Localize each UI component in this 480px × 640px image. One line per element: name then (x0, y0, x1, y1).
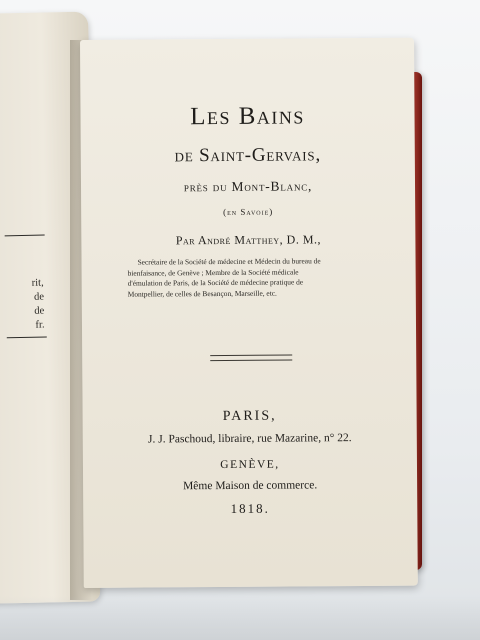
left-page-rule-top (5, 234, 45, 236)
title-line-2: de Saint-Gervais, (174, 144, 322, 167)
publisher-house: Même Maison de commerce. (183, 479, 318, 493)
left-fragment: de (33, 291, 45, 303)
author-line: Par André Matthey, D. M., (175, 232, 322, 248)
region-label: (en Savoie) (223, 206, 274, 218)
title-page (80, 38, 418, 588)
title-line-1: Les Bains (190, 102, 305, 131)
left-fragment: fr. (35, 319, 45, 331)
credential-line: d'émulation de Paris, de la Société de médecine pratique de (127, 277, 304, 288)
left-fragment: rit, (31, 277, 44, 289)
left-page-rule-bottom (7, 336, 47, 338)
ornamental-rule (210, 355, 292, 362)
publisher-line: J. J. Paschoud, libraire, rue Mazarine, n° 22. (147, 432, 352, 446)
left-fragment: de (34, 305, 45, 317)
credential-line: Montpellier, de celles de Besançon, Marseille, etc. (127, 288, 277, 299)
left-page-text (6, 277, 45, 334)
imprint-city: PARIS, (222, 408, 277, 425)
imprint-city-2: GENÈVE, (220, 458, 280, 472)
credential-line: Secrétaire de la Société de médecine et Médecin du bureau de (137, 256, 321, 267)
publication-year: 1818. (230, 500, 270, 516)
table-surface (0, 596, 480, 640)
author-credentials (128, 256, 386, 300)
title-line-3: près du Mont-Blanc, (183, 178, 313, 195)
credential-line: bienfaisance, de Genève ; Membre de la Société médicale (127, 267, 299, 278)
